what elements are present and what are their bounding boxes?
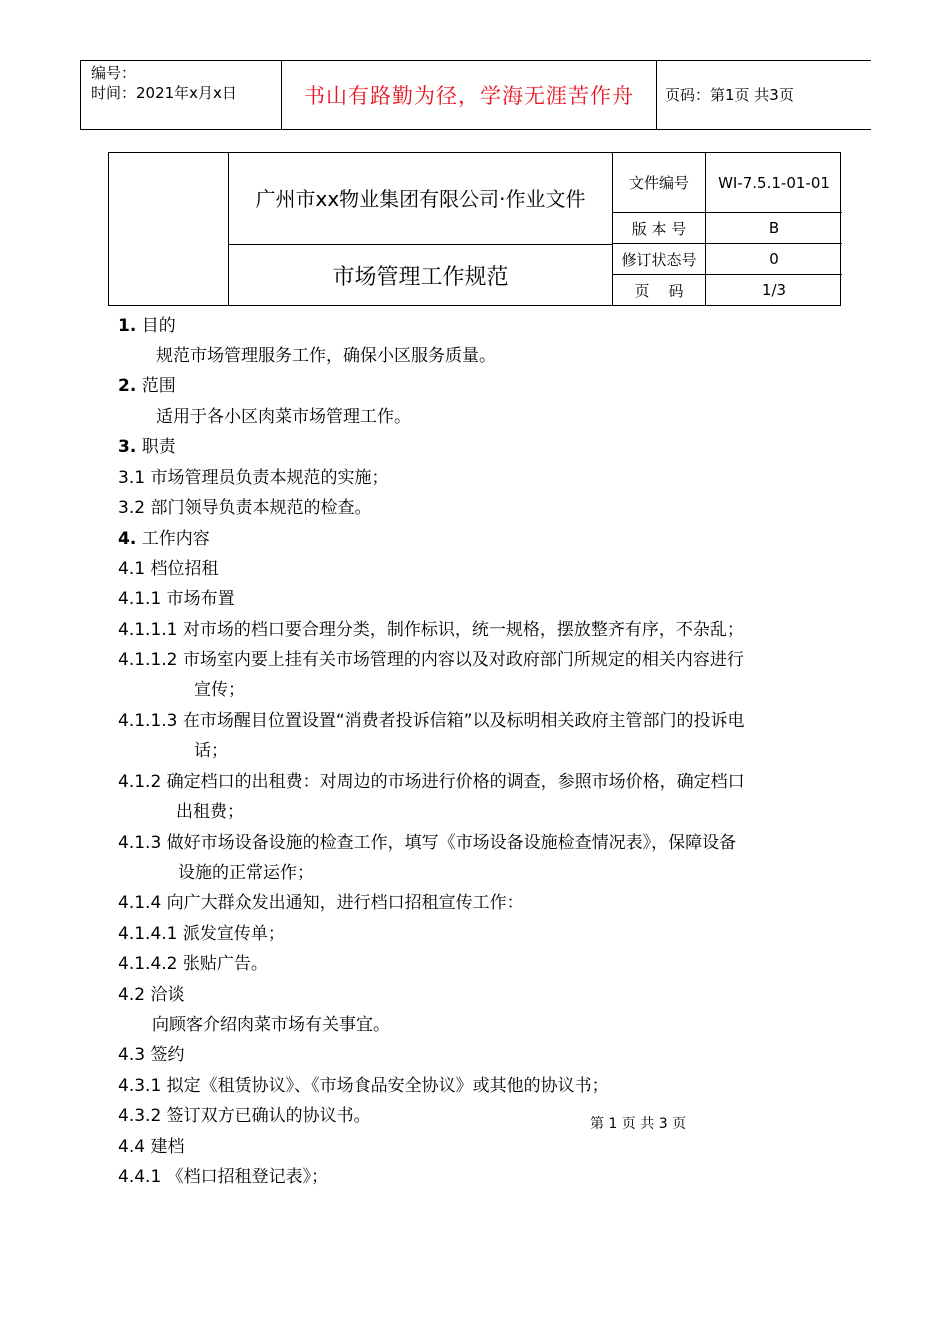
item-4-1-2-cont: 出租费； — [176, 802, 244, 822]
item-4-1-1-3: 4.1.1.3 在市场醒目位置设置“消费者投诉信箱”以及标明相关政府主管部门的投诉电 — [118, 711, 745, 731]
time-label: 时间：2021年x月x日 — [91, 84, 237, 102]
section-1-text: 规范市场管理服务工作，确保小区服务质量。 — [156, 346, 496, 366]
item-4-3-1: 4.3.1 拟定《租赁协议》、《市场食品安全协议》或其他的协议书； — [118, 1076, 609, 1096]
item-4-1: 4.1 档位招租 — [118, 559, 219, 579]
item-4-1-4: 4.1.4 向广大群众发出通知，进行档口招租宣传工作： — [118, 893, 524, 913]
item-4-2: 4.2 洽谈 — [118, 985, 185, 1005]
section-number: 2. — [118, 376, 137, 396]
item-4-4: 4.4 建档 — [118, 1137, 185, 1157]
meta-value: B — [768, 219, 780, 237]
item-4-1-1-1: 4.1.1.1 对市场的档口要合理分类，制作标识，统一规格，摆放整齐有序，不杂乱； — [118, 620, 744, 640]
section-number: 4. — [118, 529, 137, 549]
meta-label: 版 本 号 — [613, 213, 706, 243]
meta-value: WI-7.5.1-01-01 — [718, 173, 830, 192]
section-title: 范围 — [141, 376, 176, 396]
company-name: 广州市xx物业集团有限公司·作业文件 — [229, 153, 613, 245]
item-4-1-4-1: 4.1.4.1 派发宣传单； — [118, 924, 285, 944]
item-4-1-3-cont: 设施的正常运作； — [178, 863, 314, 883]
section-number: 3. — [118, 437, 137, 457]
slogan-cell — [282, 61, 657, 129]
item-4-4-1: 4.4.1 《档口招租登记表》； — [118, 1167, 329, 1187]
logo-cell — [109, 153, 229, 305]
section-3-heading — [118, 432, 176, 462]
item-4-2-text: 向顾客介绍肉菜市场有关事宜。 — [152, 1015, 390, 1035]
top-header-info — [81, 61, 282, 129]
meta-row-version — [613, 213, 842, 244]
item-4-1-2: 4.1.2 确定档口的出租费：对周边的市场进行价格的调查，参照市场价格，确定档口 — [118, 772, 745, 792]
top-header-table — [80, 60, 871, 130]
section-number: 1. — [118, 316, 137, 336]
section-1-heading — [118, 311, 176, 341]
document-title: 市场管理工作规范 — [229, 245, 613, 305]
meta-row-page — [613, 275, 842, 305]
item-4-3: 4.3 签约 — [118, 1045, 185, 1065]
section-4-heading — [118, 524, 210, 554]
meta-value: 1/3 — [761, 281, 787, 299]
page-info: 页码：第1页 共3页 — [665, 86, 794, 104]
footer-page-number: 第 1 页 共 3 页 — [590, 1116, 687, 1132]
item-4-1-1: 4.1.1 市场布置 — [118, 589, 235, 609]
item-3-2: 3.2 部门领导负责本规范的检查。 — [118, 498, 372, 518]
slogan: 书山有路勤为径，学海无涯苦作舟 — [304, 84, 634, 108]
meta-label: 修订状态号 — [613, 244, 706, 274]
meta-row-revision — [613, 244, 842, 275]
item-4-1-1-2: 4.1.1.2 市场室内要上挂有关市场管理的内容以及对政府部门所规定的相关内容进行 — [118, 650, 744, 670]
item-4-1-1-2-cont: 宣传； — [194, 680, 245, 700]
document-info-table — [108, 152, 841, 306]
page-info-cell — [657, 61, 871, 129]
item-3-1: 3.1 市场管理员负责本规范的实施； — [118, 468, 389, 488]
meta-label: 页 码 — [613, 275, 706, 305]
section-2-text: 适用于各小区肉菜市场管理工作。 — [156, 407, 411, 427]
section-title: 职责 — [141, 437, 176, 457]
meta-row-file-number — [613, 153, 842, 213]
number-label: 编号： — [91, 64, 137, 82]
section-title: 目的 — [141, 316, 176, 336]
item-4-1-1-3-cont: 话； — [194, 741, 228, 761]
item-4-3-2: 4.3.2 签订双方已确认的协议书。 — [118, 1106, 371, 1126]
item-4-1-3: 4.1.3 做好市场设备设施的检查工作，填写《市场设备设施检查情况表》，保障设备 — [118, 833, 737, 853]
item-4-1-4-2: 4.1.4.2 张贴广告。 — [118, 954, 268, 974]
meta-value: 0 — [769, 250, 779, 268]
section-2-heading — [118, 371, 176, 401]
section-title: 工作内容 — [141, 529, 210, 549]
meta-label: 文件编号 — [613, 153, 706, 212]
